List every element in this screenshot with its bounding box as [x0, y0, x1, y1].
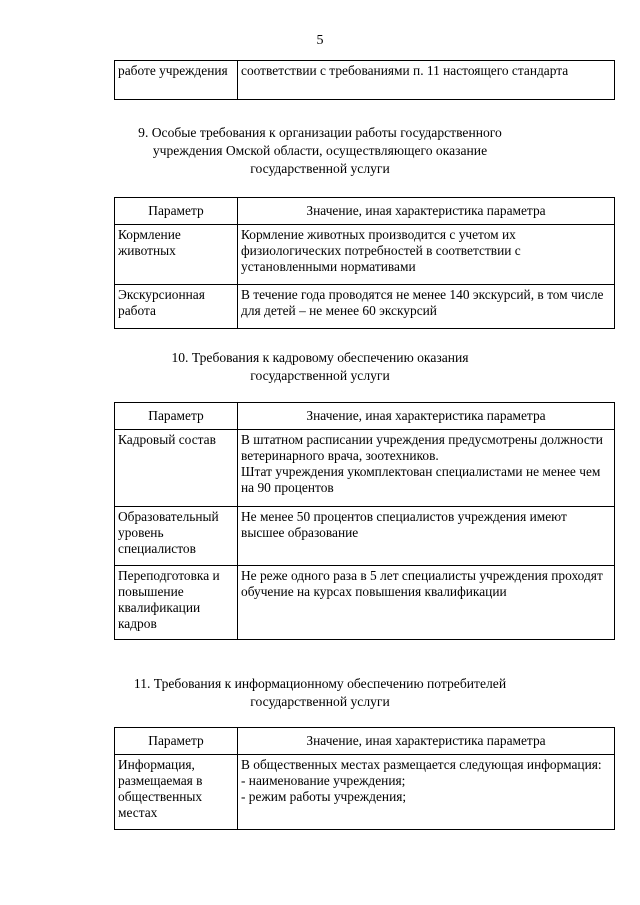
value-cell: Не менее 50 процентов специалистов учреждения имеют высшее образование — [238, 507, 615, 566]
section-10-heading — [100, 349, 540, 385]
param-cell: Кормление животных — [115, 225, 238, 285]
table-row — [115, 566, 615, 640]
value-cell — [238, 430, 615, 507]
table-row — [115, 225, 615, 285]
heading-line: государственной услуги — [250, 368, 390, 383]
heading-line: государственной услуги — [250, 161, 390, 176]
value-cell: Не реже одного раза в 5 лет специалисты учреждения проходят обучение на курсах повышения квалификации — [238, 566, 615, 640]
header-param: Параметр — [115, 728, 238, 755]
section-9-table — [114, 197, 615, 329]
header-value: Значение, иная характеристика параметра — [238, 198, 615, 225]
table-row — [115, 61, 615, 100]
section-9-heading — [100, 124, 540, 178]
value-line: - режим работы учреждения; — [241, 789, 407, 804]
table-row — [115, 507, 615, 566]
table-header-row — [115, 728, 615, 755]
value-cell: соответствии с требованиями п. 11 настоящего стандарта — [238, 61, 615, 100]
param-cell: Образовательный уровень специалистов — [115, 507, 238, 566]
table-header-row — [115, 403, 615, 430]
param-cell: работе учреждения — [115, 61, 238, 100]
value-line: Штат учреждения укомплектован специалистами не менее чем на 90 процентов — [241, 464, 601, 495]
table-row — [115, 285, 615, 329]
table-header-row — [115, 198, 615, 225]
section-10-table — [114, 402, 615, 640]
table-row — [115, 430, 615, 507]
header-param: Параметр — [115, 198, 238, 225]
value-line: В общественных местах размещается следующая информация: — [241, 757, 602, 772]
heading-line: учреждения Омской области, осуществляющего оказание — [152, 143, 488, 158]
header-value: Значение, иная характеристика параметра — [238, 403, 615, 430]
page-number: 5 — [316, 33, 324, 48]
param-cell: Переподготовка и повышение квалификации кадров — [115, 566, 238, 640]
value-cell — [238, 755, 615, 830]
header-param: Параметр — [115, 403, 238, 430]
heading-line: государственной услуги — [250, 694, 390, 709]
heading-line: 11. Требования к информационному обеспечению потребителей — [133, 676, 507, 691]
param-cell: Кадровый состав — [115, 430, 238, 507]
value-line: - наименование учреждения; — [241, 773, 406, 788]
value-cell: Кормление животных производится с учетом их физиологических потребностей в соответствии с установленными нормативами — [238, 225, 615, 285]
param-cell: Информация, размещаемая в общественных местах — [115, 755, 238, 830]
heading-line: 10. Требования к кадровому обеспечению оказания — [171, 350, 469, 365]
section-11-heading — [100, 675, 540, 711]
continuation-table — [114, 60, 615, 100]
header-value: Значение, иная характеристика параметра — [238, 728, 615, 755]
section-11-table — [114, 727, 615, 830]
value-cell: В течение года проводятся не менее 140 экскурсий, в том числе для детей – не менее 60 экскурсий — [238, 285, 615, 329]
param-cell: Экскурсионная работа — [115, 285, 238, 329]
heading-line: 9. Особые требования к организации работы государственного — [138, 125, 502, 140]
table-row — [115, 755, 615, 830]
value-line: В штатном расписании учреждения предусмотрены должности ветеринарного врача, зоотехников. — [241, 432, 603, 463]
